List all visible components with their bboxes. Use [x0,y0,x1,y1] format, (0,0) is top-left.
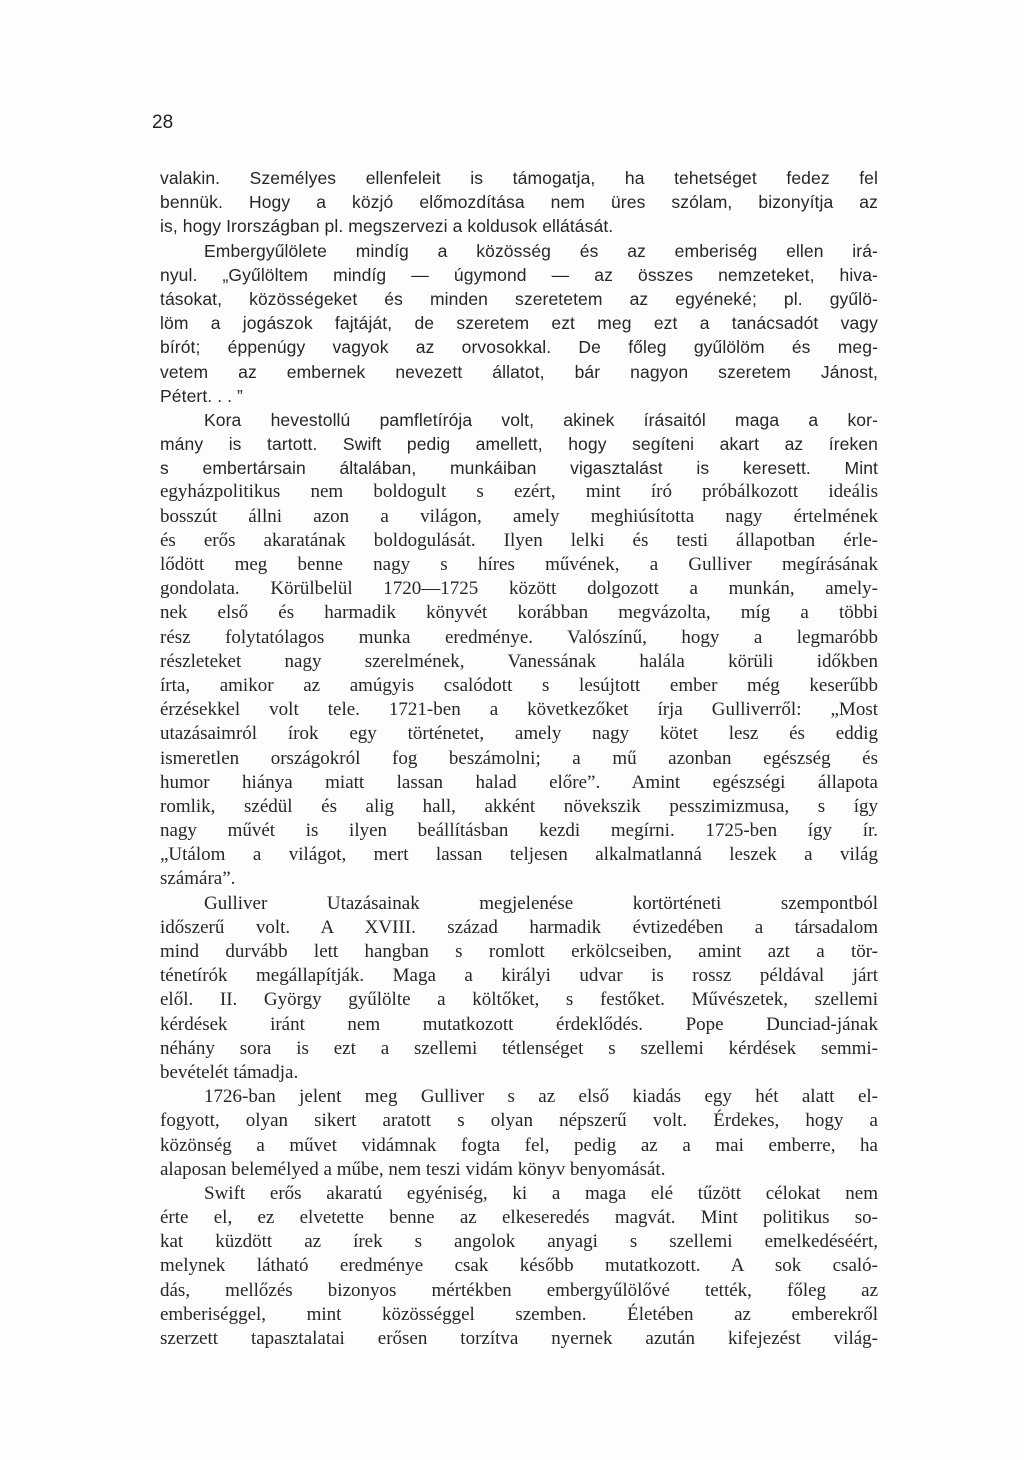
text-line: dás, mellőzés bizonyos mértékben embergyűlölővé tették, főleg az [160,1279,878,1301]
text-line: fogyott, olyan sikert aratott s olyan népszerű volt. Érdekes, hogy a [160,1110,878,1132]
text-line: néhány sora is ezt a szellemi tétlenséget s szellemi kérdések semmi- [160,1037,878,1059]
text-line: rész folytatólagos munka eredménye. Valószínű, hogy a legmaróbb [160,626,878,648]
text-line: s embertársain általában, munkáiban vigasztalást is keresett. Mint [160,458,878,479]
text-line: lődött meg benne nagy s híres művének, a Gulliver megírásának [160,554,878,575]
text-line: tásokat, közösségeket és minden szeretetem az egyéneké; pl. gyűlö- [160,288,878,309]
text-line: időszerű volt. A XVIII. század harmadik évtizedében a társadalom [160,916,878,938]
page-number: 28 [152,112,174,133]
text-line: ismeretlen országokról fog beszámolni; a mű azonban egészség és [160,747,878,769]
text-line: elől. II. György gyűlölte a költőket, s festőket. Művészetek, szellemi [160,989,878,1011]
text-line: Pétert. . . ” [160,385,243,406]
text-line: nyul. „Gyűlöltem mindíg — úgymond — az összes nemzeteket, hiva- [160,264,878,285]
text-line: vetem az embernek nevezett állatot, bár nagyon szeretem Jánost, [160,361,878,382]
body-text [160,166,878,1351]
text-line: kérdések iránt nem mutatkozott érdeklődés. Pope Dunciad-jának [160,1013,878,1035]
text-line: Swift erős akaratú egyéniség, ki a maga elé tűzött célokat nem [204,1182,878,1204]
text-line: bennük. Hogy a közjó előmozdítása nem üres szólam, bizonyítja az [160,192,878,213]
text-line: közönség a művet vidámnak fogta fel, pedig az a mai emberre, ha [160,1134,878,1156]
text-line: mány is tartott. Swift pedig amellett, hogy segíteni akart az íreken [160,434,878,455]
text-line: valakin. Személyes ellenfeleit is támogatja, ha tehetséget fedez fel [160,168,878,188]
text-line: löm a jogászok fajtáját, de szeretem ezt meg ezt a tanácsadót vagy [160,313,878,334]
text-line: kat küzdött az írek s angolok anyagi s szellemi emelkedéséért, [160,1231,878,1253]
text-line: számára”. [160,868,236,890]
text-line: ténetírók megállapítják. Maga a királyi udvar is rossz példával járt [160,965,878,987]
text-line: írta, amikor az amúgyis csalódott s lesújtott ember még keserűbb [160,674,878,696]
text-line: Kora hevestollú pamfletírója volt, akinek írásaitól maga a kor- [204,409,878,430]
text-line: Embergyűlölete mindíg a közösség és az emberiség ellen irá- [204,240,878,261]
text-line: mind durvább lett hangban s romlott erkölcseiben, amint azt a tör- [160,941,878,962]
text-line: bosszút állni azon a világon, amely meghiúsította nagy értelmének [160,505,878,527]
text-line: is, hogy Irországban pl. megszervezi a koldusok ellátását. [160,216,614,237]
text-line: részleteket nagy szerelmének, Vanessának halála körüli időkben [160,650,878,672]
text-line: bírót; éppenúgy vagyok az orvosokkal. De főleg gyűlölöm és meg- [160,337,878,358]
text-line: romlik, szédül és alig hall, akként növekszik pesszimizmusa, s így [160,795,878,817]
text-line: Gulliver Utazásainak megjelenése kortörténeti szempontból [204,892,878,914]
text-line: bevételét támadja. [160,1061,299,1083]
text-line: 1726-ban jelent meg Gulliver s az első kiadás egy hét alatt el- [204,1086,878,1108]
text-line: „Utálom a világot, mert lassan teljesen alkalmatlanná leszek a világ [160,844,878,866]
text-line: utazásaimról írok egy történetet, amely nagy kötet lesz és eddig [160,723,878,745]
text-line: érzésekkel volt tele. 1721-ben a következőket írja Gulliverről: „Most [160,699,878,721]
text-line: nagy művét is ilyen beállításban kezdi megírni. 1725-ben így ír. [160,820,878,842]
text-line: érte el, ez elvetette benne az elkeseredés magvát. Mint politikus so- [160,1207,878,1229]
text-line: humor hiánya miatt lassan halad előre”. Amint egészségi állapota [160,771,878,793]
text-line: szerzett tapasztalatai erősen torzítva nyernek azután kifejezést világ- [160,1328,878,1349]
text-line: egyházpolitikus nem boldogult s ezért, mint író próbálkozott ideális [160,481,878,503]
text-line: alaposan belemélyed a műbe, nem teszi vidám könyv benyomását. [160,1158,666,1180]
text-line: gondolata. Körülbelül 1720—1725 között dolgozott a munkán, amely- [160,578,878,600]
text-line: nek első és harmadik könyvét korábban megvázolta, míg a többi [160,602,878,624]
text-line: emberiséggel, mint közösséggel szemben. Életében az emberekről [160,1303,878,1325]
text-line: melynek látható eredménye csak később mutatkozott. A sok csaló- [160,1255,878,1277]
text-line: és erős akaratának boldogulását. Ilyen lelki és testi állapotban érle- [160,529,878,551]
